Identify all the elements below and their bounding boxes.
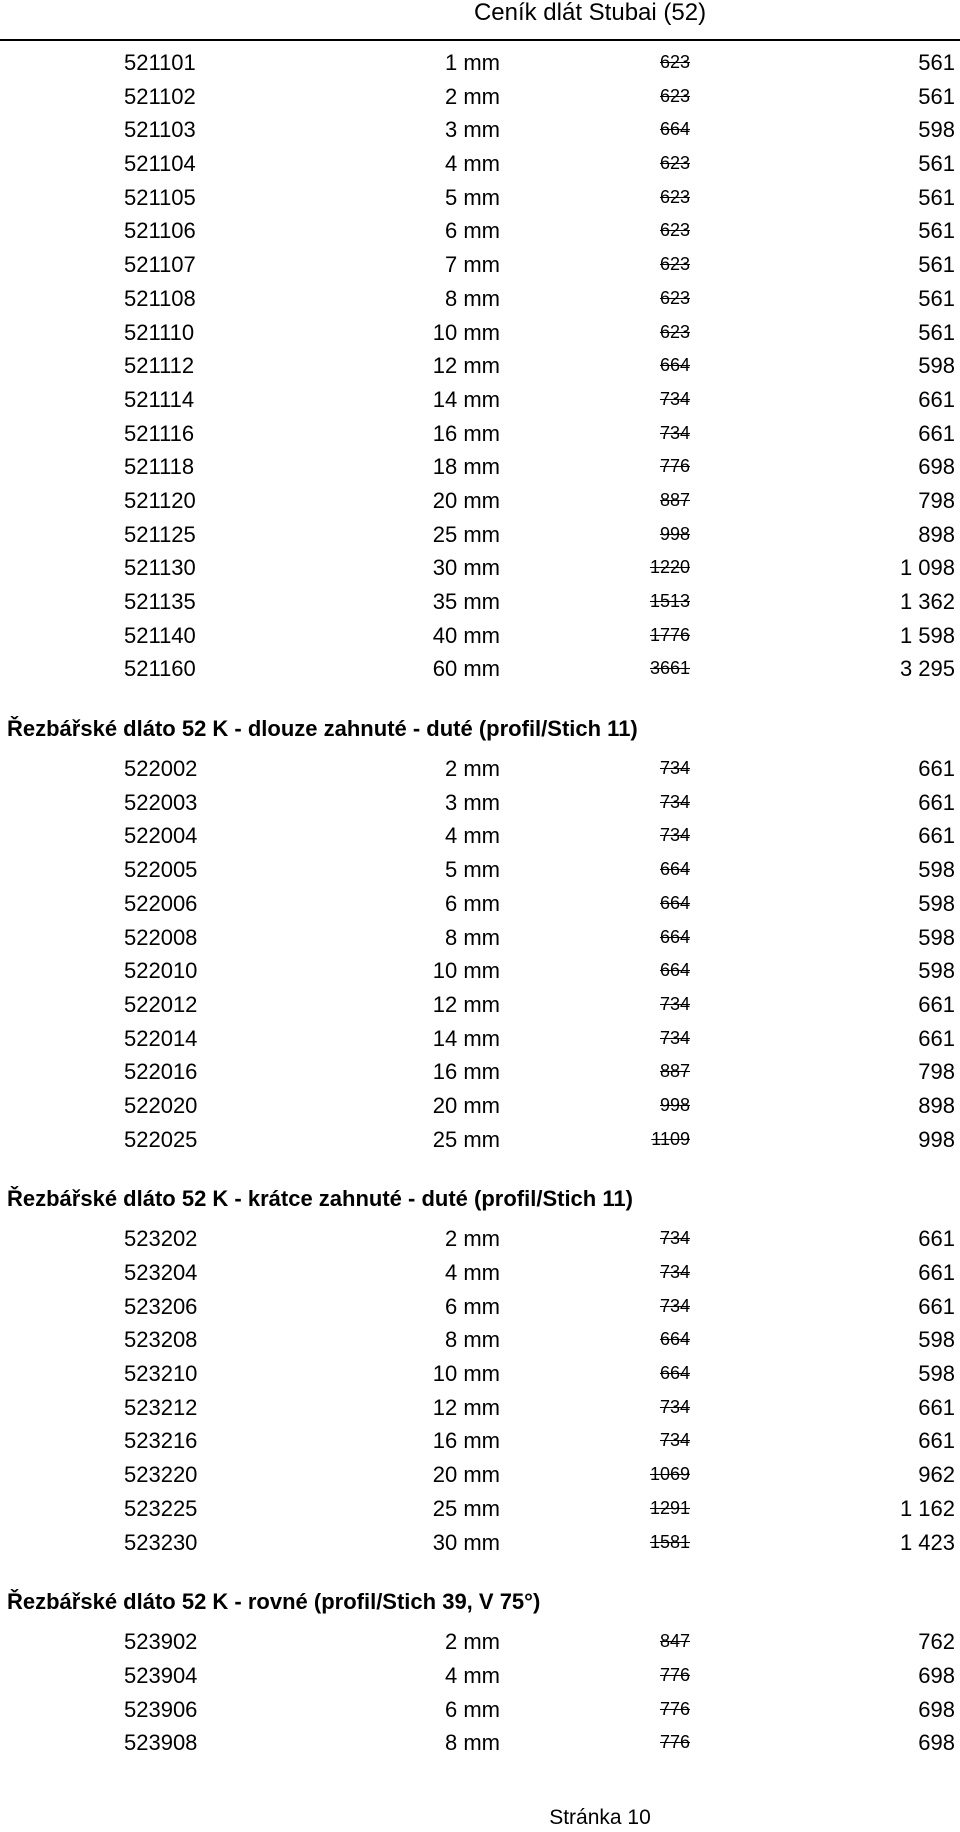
new-price: 1 423 <box>899 1529 955 1555</box>
table-row <box>0 551 960 585</box>
product-code: 523230 <box>124 1529 198 1555</box>
product-size: 60 mm <box>432 656 500 682</box>
product-size: 6 mm <box>445 1293 500 1319</box>
table-row <box>0 819 960 853</box>
product-size: 20 mm <box>432 1462 500 1488</box>
new-price: 598 <box>918 857 955 883</box>
product-code: 523202 <box>124 1226 198 1252</box>
product-size: 4 mm <box>445 151 500 177</box>
table-row <box>0 1089 960 1123</box>
new-price: 661 <box>918 823 955 849</box>
old-price: 623 <box>659 52 690 72</box>
old-price: 776 <box>659 1664 690 1685</box>
new-price: 561 <box>918 83 955 109</box>
product-size: 35 mm <box>432 589 500 614</box>
new-price: 661 <box>918 1428 955 1454</box>
product-size: 30 mm <box>432 555 500 581</box>
table-row <box>0 181 960 215</box>
new-price: 561 <box>918 151 955 177</box>
product-size: 8 mm <box>445 1327 500 1353</box>
table-row <box>0 619 960 653</box>
table-row <box>0 450 960 484</box>
product-size: 20 mm <box>432 487 500 513</box>
new-price: 661 <box>918 789 955 815</box>
table-row <box>0 1726 960 1760</box>
product-size: 16 mm <box>432 420 500 446</box>
product-code: 521140 <box>124 622 196 648</box>
table-row <box>0 1391 960 1425</box>
new-price: 3 295 <box>899 656 955 682</box>
product-code: 523208 <box>124 1327 198 1353</box>
table-row <box>0 786 960 820</box>
new-price: 898 <box>918 1092 955 1118</box>
product-code: 521104 <box>124 151 196 177</box>
product-size: 4 mm <box>445 823 500 849</box>
new-price: 561 <box>918 218 955 244</box>
new-price: 661 <box>918 1293 955 1319</box>
product-size: 12 mm <box>432 353 500 379</box>
new-price: 661 <box>918 386 955 412</box>
table-row <box>0 1022 960 1056</box>
product-size: 25 mm <box>432 1126 500 1152</box>
old-price: 1109 <box>651 1128 690 1149</box>
old-price: 3661 <box>649 658 690 679</box>
table-row <box>0 214 960 248</box>
product-size: 10 mm <box>432 958 500 984</box>
product-code: 521110 <box>124 319 195 345</box>
product-size: 10 mm <box>432 1361 500 1387</box>
old-price: 1291 <box>649 1497 690 1518</box>
new-price: 661 <box>918 991 955 1017</box>
new-price: 561 <box>918 252 955 278</box>
product-code: 522020 <box>124 1092 198 1118</box>
product-size: 1 mm <box>445 50 500 75</box>
product-size: 6 mm <box>445 890 500 916</box>
table-row <box>0 1625 960 1659</box>
table-row <box>0 921 960 955</box>
product-code: 522008 <box>124 924 198 950</box>
new-price: 962 <box>918 1462 955 1488</box>
section-heading: Řezbářské dláto 52 K - dlouze zahnuté - duté (profil/Stich 11) <box>7 716 638 742</box>
new-price: 598 <box>918 353 955 379</box>
new-price: 1 098 <box>899 555 955 581</box>
old-price: 734 <box>659 825 690 846</box>
table-row <box>0 316 960 350</box>
product-code: 522010 <box>124 958 198 984</box>
price-section <box>0 1579 960 1760</box>
table-row <box>0 853 960 887</box>
old-price: 623 <box>659 321 690 342</box>
old-price: 734 <box>659 1295 690 1316</box>
new-price: 561 <box>918 285 955 311</box>
product-code: 523906 <box>124 1696 198 1722</box>
new-price: 561 <box>918 319 955 345</box>
product-size: 2 mm <box>445 1629 500 1655</box>
old-price: 998 <box>659 523 690 544</box>
old-price: 664 <box>659 1329 690 1350</box>
new-price: 598 <box>918 1361 955 1387</box>
table-row <box>0 887 960 921</box>
table-row <box>0 1055 960 1089</box>
table-row <box>0 1290 960 1324</box>
product-code: 523204 <box>124 1260 198 1285</box>
table-row <box>0 484 960 518</box>
product-size: 20 mm <box>432 1092 500 1118</box>
product-code: 523902 <box>124 1629 198 1655</box>
table-row <box>0 1693 960 1727</box>
old-price: 887 <box>659 1061 690 1082</box>
product-code: 521114 <box>124 386 195 412</box>
product-size: 25 mm <box>432 521 500 547</box>
new-price: 661 <box>918 1025 955 1051</box>
product-code: 523904 <box>124 1662 198 1688</box>
product-code: 521108 <box>124 285 196 311</box>
product-code: 523908 <box>124 1730 198 1756</box>
old-price: 1069 <box>649 1464 690 1485</box>
product-size: 2 mm <box>445 756 500 782</box>
product-size: 30 mm <box>432 1529 500 1555</box>
table-row <box>0 988 960 1022</box>
new-price: 762 <box>918 1629 955 1655</box>
new-price: 561 <box>918 184 955 210</box>
old-price: 1513 <box>649 591 690 611</box>
old-price: 664 <box>659 926 690 947</box>
product-code: 521103 <box>124 117 196 143</box>
old-price: 734 <box>659 1430 690 1451</box>
table-row <box>0 113 960 147</box>
new-price: 598 <box>918 890 955 916</box>
product-size: 3 mm <box>445 117 500 143</box>
table-row <box>0 46 960 80</box>
product-code: 523225 <box>124 1495 198 1521</box>
new-price: 561 <box>918 50 955 75</box>
old-price: 734 <box>659 388 690 409</box>
table-row <box>0 1424 960 1458</box>
price-section <box>0 46 960 686</box>
table-row <box>0 585 960 619</box>
new-price: 661 <box>918 1394 955 1420</box>
old-price: 847 <box>659 1631 690 1652</box>
product-size: 16 mm <box>432 1428 500 1454</box>
new-price: 661 <box>918 1260 955 1285</box>
old-price: 623 <box>659 186 690 207</box>
section-heading: Řezbářské dláto 52 K - rovné (profil/Stich 39, V 75°) <box>7 1589 541 1615</box>
old-price: 623 <box>659 287 690 308</box>
old-price: 887 <box>659 489 690 510</box>
old-price: 664 <box>659 960 690 981</box>
product-size: 12 mm <box>432 1394 500 1420</box>
product-code: 521105 <box>124 184 196 210</box>
table-row <box>0 954 960 988</box>
price-section <box>0 706 960 1156</box>
table-row <box>0 147 960 181</box>
old-price: 664 <box>659 892 690 913</box>
product-code: 522016 <box>124 1059 198 1085</box>
table-row <box>0 1526 960 1560</box>
product-size: 2 mm <box>445 83 500 109</box>
new-price: 698 <box>918 1662 955 1688</box>
product-code: 522004 <box>124 823 198 849</box>
product-code: 521125 <box>124 521 196 547</box>
product-code: 521102 <box>124 83 196 109</box>
old-price: 776 <box>659 1732 690 1753</box>
product-size: 4 mm <box>445 1662 500 1688</box>
new-price: 598 <box>918 924 955 950</box>
new-price: 998 <box>918 1126 955 1152</box>
new-price: 1 362 <box>899 589 955 614</box>
new-price: 1 162 <box>899 1495 955 1521</box>
page-number: Stránka 10 <box>549 1806 651 1829</box>
old-price: 664 <box>659 355 690 376</box>
product-size: 5 mm <box>445 184 500 210</box>
new-price: 698 <box>918 454 955 480</box>
product-code: 521101 <box>124 50 196 75</box>
product-size: 2 mm <box>445 1226 500 1252</box>
table-row <box>0 417 960 451</box>
old-price: 1220 <box>649 557 690 578</box>
old-price: 623 <box>659 153 690 174</box>
product-size: 8 mm <box>445 924 500 950</box>
product-size: 6 mm <box>445 218 500 244</box>
header-divider <box>0 39 960 41</box>
table-row <box>0 248 960 282</box>
price-list <box>0 46 960 1760</box>
old-price: 734 <box>659 422 690 443</box>
old-price: 1776 <box>649 624 690 645</box>
old-price: 776 <box>659 456 690 477</box>
product-size: 14 mm <box>432 386 500 412</box>
product-code: 522006 <box>124 890 198 916</box>
old-price: 734 <box>659 1396 690 1417</box>
table-row <box>0 1123 960 1157</box>
new-price: 698 <box>918 1696 955 1722</box>
new-price: 898 <box>918 521 955 547</box>
new-price: 798 <box>918 1059 955 1085</box>
table-row <box>0 1357 960 1391</box>
table-row <box>0 1256 960 1290</box>
new-price: 598 <box>918 1327 955 1353</box>
product-code: 522002 <box>124 756 198 782</box>
table-row <box>0 652 960 686</box>
product-size: 16 mm <box>432 1059 500 1085</box>
product-size: 10 mm <box>432 319 500 345</box>
product-size: 8 mm <box>445 285 500 311</box>
old-price: 664 <box>659 859 690 880</box>
product-code: 522014 <box>124 1025 198 1051</box>
new-price: 661 <box>918 756 955 782</box>
old-price: 734 <box>659 1027 690 1048</box>
old-price: 734 <box>659 1228 690 1249</box>
product-size: 12 mm <box>432 991 500 1017</box>
price-section <box>0 1176 960 1559</box>
product-size: 3 mm <box>445 789 500 815</box>
product-code: 521112 <box>124 353 195 379</box>
table-row <box>0 752 960 786</box>
product-code: 523212 <box>124 1394 198 1420</box>
product-size: 8 mm <box>445 1730 500 1756</box>
new-price: 661 <box>918 420 955 446</box>
section-heading: Řezbářské dláto 52 K - krátce zahnuté - duté (profil/Stich 11) <box>7 1186 633 1212</box>
product-code: 521135 <box>124 589 196 614</box>
product-size: 4 mm <box>445 1260 500 1285</box>
old-price: 664 <box>659 119 690 140</box>
product-size: 7 mm <box>445 252 500 278</box>
product-code: 521120 <box>124 487 196 513</box>
table-row <box>0 1222 960 1256</box>
old-price: 623 <box>659 85 690 106</box>
new-price: 661 <box>918 1226 955 1252</box>
product-code: 521107 <box>124 252 196 278</box>
table-row <box>0 282 960 316</box>
product-code: 522025 <box>124 1126 198 1152</box>
product-size: 5 mm <box>445 857 500 883</box>
table-row <box>0 518 960 552</box>
old-price: 734 <box>659 1262 690 1282</box>
new-price: 598 <box>918 117 955 143</box>
product-size: 14 mm <box>432 1025 500 1051</box>
table-row <box>0 349 960 383</box>
product-code: 521130 <box>124 555 196 581</box>
old-price: 998 <box>659 1094 690 1115</box>
product-size: 40 mm <box>432 622 500 648</box>
product-code: 522003 <box>124 789 198 815</box>
old-price: 734 <box>659 993 690 1014</box>
product-code: 523220 <box>124 1462 198 1488</box>
new-price: 698 <box>918 1730 955 1756</box>
page-title: Ceník dlát Stubai (52) <box>473 0 707 26</box>
table-row <box>0 1492 960 1526</box>
old-price: 734 <box>659 758 690 779</box>
product-code: 521106 <box>124 218 196 244</box>
product-code: 523206 <box>124 1293 198 1319</box>
new-price: 598 <box>918 958 955 984</box>
new-price: 798 <box>918 487 955 513</box>
product-code: 523216 <box>124 1428 198 1454</box>
old-price: 623 <box>659 254 690 275</box>
table-row <box>0 80 960 114</box>
product-code: 522012 <box>124 991 198 1017</box>
table-row <box>0 1659 960 1693</box>
old-price: 1581 <box>649 1531 690 1552</box>
product-code: 523210 <box>124 1361 198 1387</box>
new-price: 1 598 <box>899 622 955 648</box>
table-row <box>0 383 960 417</box>
old-price: 776 <box>659 1698 690 1719</box>
product-code: 521116 <box>124 420 195 446</box>
product-size: 6 mm <box>445 1696 500 1722</box>
product-code: 522005 <box>124 857 198 883</box>
product-code: 521160 <box>124 656 196 682</box>
table-row <box>0 1458 960 1492</box>
old-price: 734 <box>659 791 690 812</box>
product-size: 25 mm <box>432 1495 500 1521</box>
product-size: 18 mm <box>432 454 500 480</box>
table-row <box>0 1323 960 1357</box>
product-code: 521118 <box>124 454 195 480</box>
old-price: 623 <box>659 220 690 241</box>
old-price: 664 <box>659 1363 690 1384</box>
